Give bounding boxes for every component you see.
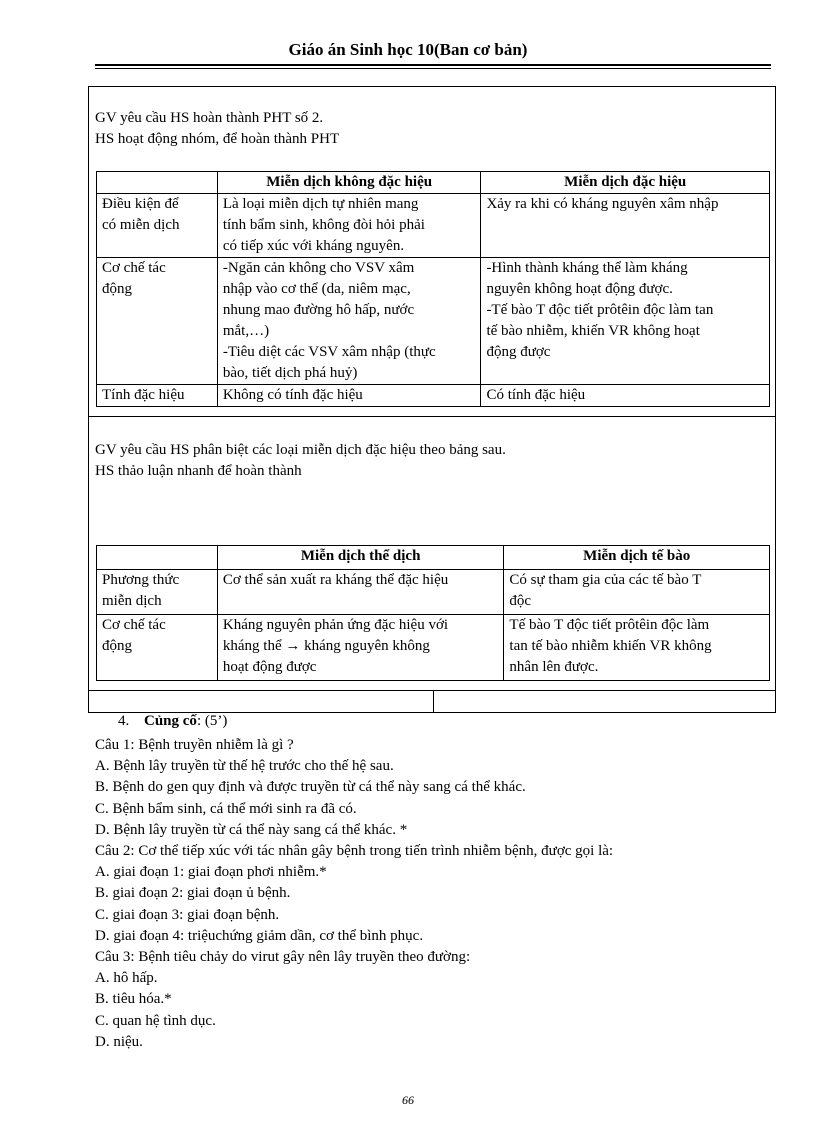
header-rule-thin [95,68,771,69]
row-label [97,570,218,615]
page-header-title: Giáo án Sinh học 10(Ban cơ bản) [288,40,528,59]
quiz-option: C. quan hệ tình dục. [95,1012,216,1029]
table-row [97,385,770,407]
frame-divider [88,690,776,691]
instruction-gv-1: GV yêu cầu HS hoàn thành PHT số 2. [95,110,324,126]
quiz-option: D. Bệnh lây truyền từ cá thể này sang cá thể khác. * [95,821,408,838]
table-header-row [97,172,770,194]
quiz-option: A. giai đoạn 1: giai đoạn phơi nhiễm.* [95,864,327,881]
table-cell [504,570,770,615]
cell-line: hoạt động được [222,659,317,675]
table-header-cell: Miễn dịch thể dịch [217,546,504,570]
cell-line: nhập vào cơ thể (da, niêm mạc, [222,281,411,297]
frame-divider [88,416,776,417]
table-row [97,258,770,385]
section-time: : (5’) [196,713,228,729]
quiz-option: A. hô hấp. [95,970,158,987]
cell-line: Phương thức [102,572,180,588]
section-heading [118,711,227,732]
page-number: 66 [402,1093,414,1107]
table-header-cell: Miễn dịch không đặc hiệu [217,172,481,194]
cell-line: động được [486,344,551,360]
cell-line: Kháng nguyên phản ứng đặc hiệu với [222,617,449,633]
instruction-gv-2: GV yêu cầu HS phân biệt các loại miễn dịch đặc hiệu theo bảng sau. [95,442,506,458]
instruction-hs-1: HS hoạt động nhóm, để hoàn thành PHT [95,131,340,147]
instruction-hs-2: HS thảo luận nhanh để hoàn thành [95,463,302,479]
table-cell [481,258,770,385]
cell-line: Cơ thể sản xuất ra kháng thể đặc hiệu [222,572,449,588]
cell-line: Cơ chế tác [102,260,166,276]
quiz-option: D. giai đoạn 4: triệuchứng giảm dần, cơ thể bình phục. [95,927,424,944]
quiz-option: D. niệu. [95,1033,143,1050]
quiz-option: C. giai đoạn 3: giai đoạn bệnh. [95,906,280,923]
cell-line: Có sự tham gia của các tế bào T [509,572,702,588]
row-label [97,615,218,681]
table-header-cell: Miễn dịch tế bào [504,546,770,570]
cell-line: Xảy ra khi có kháng nguyên xâm nhập [486,196,719,212]
table-cell [481,385,770,407]
cell-line: miễn dịch [102,593,162,609]
cell-line: động [102,638,132,654]
cell-line: nhung mao đường hô hấp, nước [222,302,415,318]
cell-line: động [102,281,132,297]
table-cell [217,570,504,615]
frame-cell-divider [433,690,434,712]
row-label [97,258,218,385]
cell-line: mắt,…) [222,323,270,339]
cell-line: tính bẩm sinh, không đòi hỏi phải [222,217,425,233]
row-label [97,194,218,258]
cell-line: Cơ chế tác [102,617,166,633]
cell-line: -Hình thành kháng thể làm kháng [486,260,688,276]
pht-table-2 [96,545,770,681]
quiz-block [95,735,785,1053]
table-cell [217,385,481,407]
table-cell [504,615,770,681]
table-row [97,570,770,615]
table-header-cell [97,546,218,570]
quiz-question: Câu 1: Bệnh truyền nhiễm là gì ? [95,737,294,753]
cell-line: tế bào nhiễm, khiến VR không hoạt [486,323,700,339]
table-cell [481,194,770,258]
table-header-row [97,546,770,570]
table-cell [217,615,504,681]
quiz-question: Câu 2: Cơ thể tiếp xúc với tác nhân gây bệnh trong tiến trình nhiễm bệnh, được gọi là: [95,843,614,860]
cell-line: bào, tiết dịch phá huỷ) [222,365,358,381]
quiz-option: C. Bệnh bẩm sinh, cá thể mới sinh ra đã có. [95,800,357,817]
cell-line: có tiếp xúc với kháng nguyên. [222,238,405,254]
cell-line: nguyên không hoạt động được. [486,281,673,297]
cell-line: Điều kiện để [102,196,179,212]
cell-line: kháng thể → kháng nguyên không [222,638,430,654]
cell-line: độc [509,593,532,609]
cell-line: nhân lên được. [509,659,599,675]
pht-table-1 [96,171,770,407]
cell-line: -Ngăn cản không cho VSV xâm [222,260,415,276]
table-header-cell: Miễn dịch đặc hiệu [481,172,770,194]
cell-line: Không có tính đặc hiệu [222,387,363,403]
section-number: 4. [118,713,130,729]
cell-line: Có tính đặc hiệu [486,387,586,403]
quiz-option: B. giai đoạn 2: giai đoạn ủ bệnh. [95,885,291,902]
table-row [97,194,770,258]
table-cell [217,194,481,258]
header-rule [95,64,771,66]
cell-line: Tế bào T độc tiết prôtêin độc làm [509,617,710,633]
cell-line: có miễn dịch [102,217,180,233]
table-header-cell [97,172,218,194]
quiz-option: B. Bệnh do gen quy định và được truyền từ cá thể này sang cá thể khác. [95,779,526,796]
row-label [97,385,218,407]
cell-line: tan tế bào nhiễm khiến VR không [509,638,712,654]
table-cell [217,258,481,385]
cell-line: -Tiêu diệt các VSV xâm nhập (thực [222,344,436,360]
section-label: Củng cố [144,713,197,729]
table-row [97,615,770,681]
cell-line: -Tế bào T độc tiết prôtêin độc làm tan [486,302,714,318]
cell-line: Là loại miễn dịch tự nhiên mang [222,196,419,212]
cell-line: Tính đặc hiệu [102,387,185,403]
quiz-option: A. Bệnh lây truyền từ thế hệ trước cho thế hệ sau. [95,758,394,775]
quiz-question: Câu 3: Bệnh tiêu chảy do virut gây nên lây truyền theo đường: [95,949,471,966]
quiz-option: B. tiêu hóa.* [95,991,172,1008]
